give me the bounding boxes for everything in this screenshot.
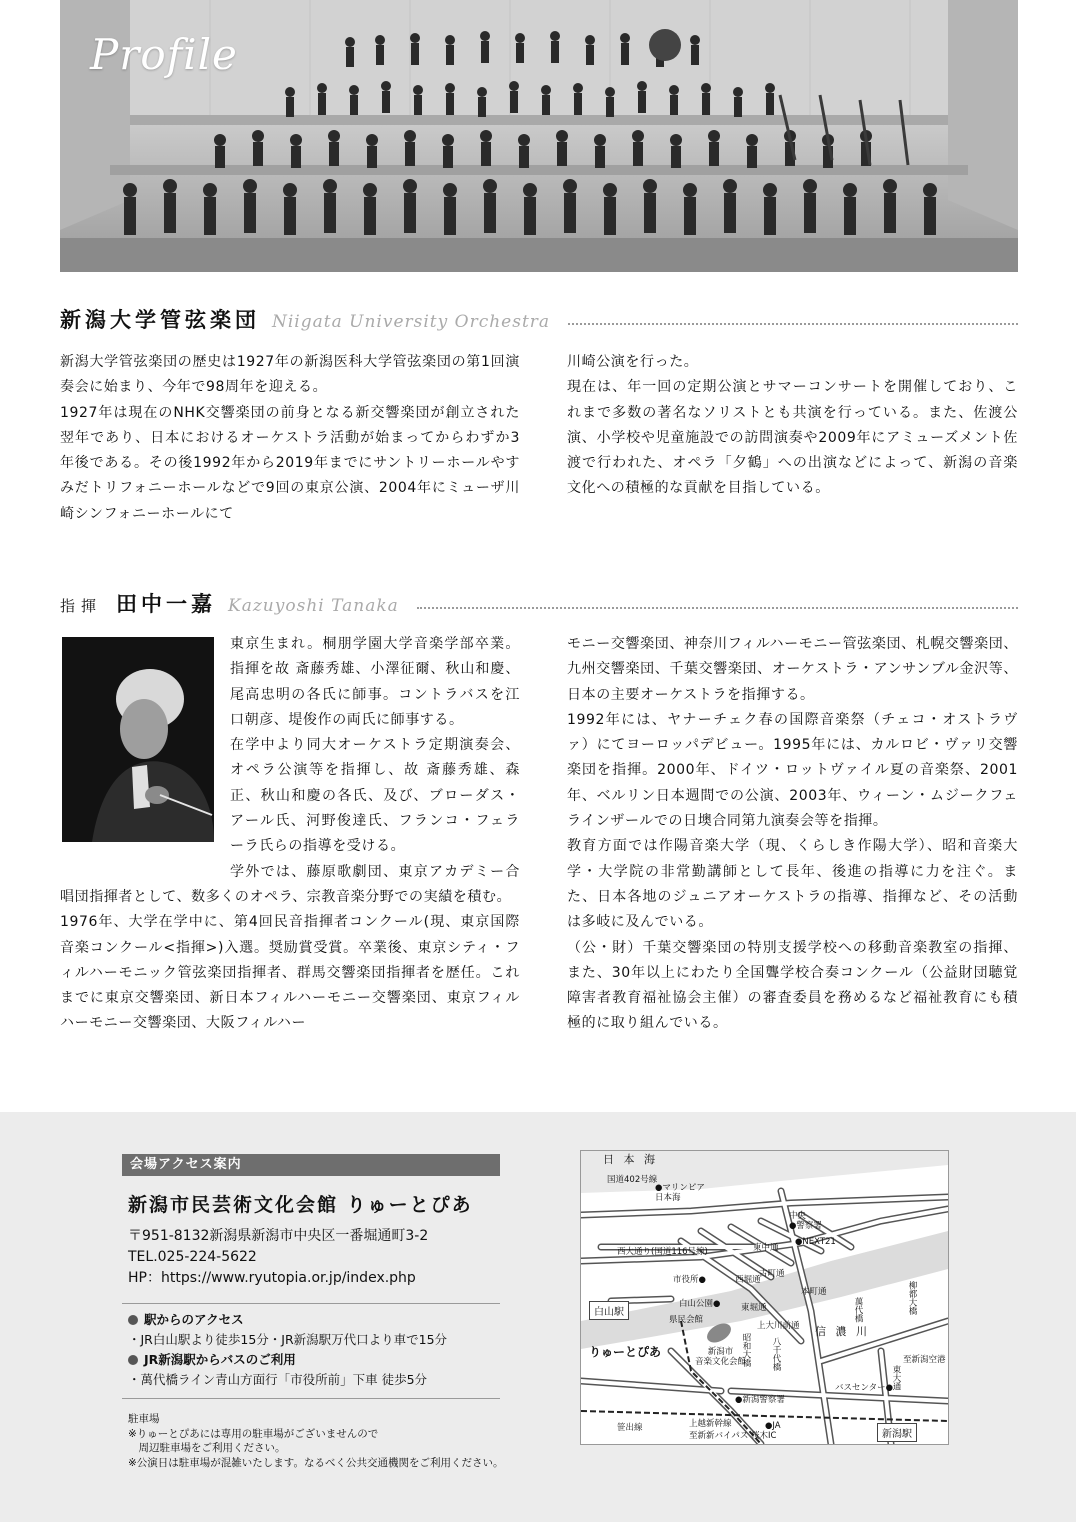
- paragraph: 1976年、大学在学中に、第4回民音指揮者コンクール(現、東京国際音楽コンクール<指揮>)入選。奨励賞受賞。卒業後、東京シティ・フィルハーモニック管弦楽団指揮者、群馬交響楽団指揮者を歴任。これまでに東京交響楽団、新日本フィルハーモニー交響楽団、東京フィルハーモニー交響楽団、大阪フィルハー: [60, 914, 520, 1032]
- paragraph: 現在は、年一回の定期公演とサマーコンサートを開催しており、これまで多数の著名なソリストとも共演を行っている。また、佐渡公演、小学校や児童施設での訪問演奏や2009年にアミューズメント佐渡で行われた、オペラ「夕鶴」への出演などによって、新潟の音楽文化への積極的な貢献を目指している。: [567, 379, 1018, 497]
- map-label-honcho: 本町通: [801, 1287, 827, 1297]
- paragraph: [60, 632, 520, 733]
- parking-title: 駐車場: [128, 1413, 160, 1425]
- conductor-text-right: [567, 632, 1018, 1037]
- station-access: [128, 1310, 447, 1390]
- paragraph: 教育方面では作陽音楽大学（現、くらしき作陽大学）、昭和音楽大学・大学院の非常勤講師として長年、後進の指導に力を注ぐ。また、日本各地のジュニアオーケストラの指導、指揮など、その活動は多岐に及んでいる。: [567, 838, 1018, 931]
- map-label-next21: ●NEXT21: [795, 1237, 836, 1247]
- parking-note: ※りゅーとぴあには専用の駐車場がございませんので: [128, 1427, 379, 1440]
- map-label-ryutopia: りゅーとぴあ: [589, 1345, 662, 1359]
- map-label-route402: 国道402号線: [607, 1175, 658, 1185]
- map-label-furumachi: 古町通: [759, 1269, 785, 1279]
- map-label-hakusan-station: 白山駅: [589, 1301, 629, 1320]
- photo-spacer: [60, 632, 230, 860]
- paragraph-text: 東京生まれ。桐朋学園大学音楽学部卒業。指揮を故 斎藤秀雄、小澤征爾、秋山和慶、尾高忠明の各氏に師事。コントラバスを江口朝彦、堤俊作の両氏に師事する。: [230, 636, 520, 728]
- bus-access-text: ・萬代橋ライン青山方面行「市役所前」下車 徒歩5分: [128, 1372, 428, 1387]
- map-label-showa-bridge: 昭和大橋: [741, 1333, 751, 1367]
- parking-info: [128, 1412, 503, 1470]
- conductor-name-jp: 田中一嘉: [116, 592, 217, 616]
- map-label-ja: ●JA: [765, 1421, 781, 1431]
- map-label-civic-music-hall: 新潟市 音楽文化会館: [695, 1347, 747, 1367]
- orchestra-text-left: [60, 350, 520, 527]
- bus-access-heading: JR新潟駅からバスのご利用: [144, 1352, 296, 1367]
- map-label-ryuto-bridge: 柳都大橋: [907, 1281, 917, 1315]
- map-label-bypass: 至新新バイパス 桜木IC: [689, 1431, 777, 1441]
- station-access-heading: 駅からのアクセス: [144, 1312, 244, 1327]
- paragraph: 在学中より同大オーケストラ定期演奏会、オペラ公演等を指揮し、故 斎藤秀雄、森正、秋山和慶の各氏、及び、ブローダス・アール氏、河野俊達氏、フランコ・フェラーラ氏らの指導を受ける。: [230, 737, 520, 855]
- dotted-divider: [417, 607, 1018, 609]
- venue-contact: [128, 1226, 428, 1289]
- paragraph: 学外では、藤原歌劇団、東京アカデミー合唱団指揮者として、数多くのオペラ、宗教音楽分野での実績を積む。: [60, 863, 520, 905]
- map-label-prefectural-hall: 県民会館: [669, 1315, 704, 1325]
- map-label-kamiokawamae: 上大川前通: [757, 1321, 800, 1331]
- divider: [122, 1398, 500, 1399]
- map-label-nishi-odori: 西大通り(国道116号線): [617, 1247, 708, 1257]
- map-label-city-hall: 市役所●: [673, 1275, 706, 1285]
- bullet-icon: [128, 1355, 138, 1365]
- map-label-airport: 至新潟空港: [903, 1355, 946, 1365]
- map-label-higashi-nakadori: 東中通: [753, 1243, 779, 1253]
- divider: [122, 1303, 500, 1304]
- conductor-text-left: [60, 632, 520, 1037]
- conductor-header: [60, 588, 1018, 618]
- map-label-yachiyo-bridge: 八千代橋: [771, 1337, 781, 1371]
- paragraph: 川崎公演を行った。: [567, 354, 699, 370]
- paragraph: （公・財）千葉交響楽団の特別支援学校への移動音楽教室の指揮、また、30年以上にわたり全国聾学校合奏コンクール（公益財団聴覚障害者教育福祉協会主催）の審査委員を務めるなど福祉教育にも積極的に取り組んでいる。: [567, 939, 1018, 1032]
- conductor-name-en: Kazuyoshi Tanaka: [228, 596, 399, 616]
- postal-address: 〒951-8132新潟県新潟市中央区一番堀通町3-2: [128, 1228, 429, 1244]
- dotted-divider: [568, 323, 1018, 325]
- access-map: [580, 1150, 949, 1445]
- map-label-nishibori: 西堀通: [735, 1275, 761, 1285]
- map-label-sasade: 笹出線: [617, 1423, 643, 1433]
- access-heading: 会場アクセス案内: [122, 1154, 500, 1176]
- map-label-bus-center: バスセンター●: [835, 1383, 894, 1393]
- map-label-sea: 日 本 海: [603, 1153, 658, 1166]
- paragraph: 新潟大学管弦楽団の歴史は1927年の新潟医科大学管弦楽団の第1回演奏会に始まり、今年で98周年を迎える。: [60, 354, 520, 396]
- map-label-chuo-police: 中央 ●警察署: [789, 1211, 822, 1231]
- map-label-niigata-police: ●新潟警察署: [735, 1395, 785, 1405]
- parking-note: ※公演日は駐車場が混雑いたします。なるべく公共交通機関をご利用ください。: [128, 1456, 504, 1469]
- telephone: TEL.025-224-5622: [128, 1249, 257, 1265]
- conductor-role: 指揮: [60, 597, 103, 615]
- orchestra-text-right: [567, 350, 1018, 502]
- map-label-hakusan-park: 白山公園●: [679, 1299, 721, 1309]
- homepage-link[interactable]: HP：https://www.ryutopia.or.jp/index.php: [128, 1270, 416, 1286]
- map-label-higashi-odori: 東大通: [891, 1365, 901, 1391]
- paragraph: 1927年は現在のNHK交響楽団の前身となる新交響楽団が創立された翌年であり、日本におけるオーケストラ活動が始まってからわずか3年後である。その後1992年から2019年までにサントリーホールやすみだトリフォニーホールなどで9回の東京公演、2004年にミューザ川崎シンフォニーホールにて: [60, 404, 520, 522]
- venue-name: 新潟市民芸術文化会館 りゅーとぴあ: [128, 1194, 473, 1216]
- paragraph: モニー交響楽団、神奈川フィルハーモニー管弦楽団、札幌交響楽団、九州交響楽団、千葉交響楽団、オーケストラ・アンサンブル金沢等、日本の主要オーケストラを指揮する。: [567, 636, 1018, 703]
- map-label-higashibori: 東堀通: [741, 1303, 767, 1313]
- orchestra-photo: [60, 0, 1018, 272]
- paragraph: 1992年には、ヤナーチェク春の国際音楽祭（チェコ・オストラヴァ）にてヨーロッパデビュー。1995年には、カルロビ・ヴァリ交響楽団を指揮。2000年、ドイツ・ロットヴァイル夏の音楽祭、2001年、ベルリン日本週間での公演、2003年、ウィーン・ムジークフェラインザールでの日墺合同第九演奏会等を指揮。: [567, 711, 1018, 830]
- map-label-shinano-river: 信 濃 川: [815, 1325, 870, 1338]
- orchestra-name-en: Niigata University Orchestra: [272, 312, 551, 332]
- orchestra-header: [60, 304, 1018, 334]
- map-label-niigata-station: 新潟駅: [877, 1423, 917, 1442]
- station-access-text: ・JR白山駅より徒歩15分・JR新潟駅万代口より車で15分: [128, 1332, 448, 1347]
- map-label-joetsu-shinkansen: 上越新幹線: [689, 1419, 732, 1429]
- orchestra-name-jp: 新潟大学管弦楽団: [60, 308, 260, 332]
- bullet-icon: [128, 1315, 138, 1325]
- profile-title: Profile: [90, 30, 238, 79]
- map-label-bandai-bridge: 萬代橋: [853, 1297, 863, 1323]
- parking-note: 周辺駐車場をご利用ください。: [128, 1442, 286, 1454]
- map-label-marinepia: ●マリンピア 日本海: [655, 1183, 705, 1203]
